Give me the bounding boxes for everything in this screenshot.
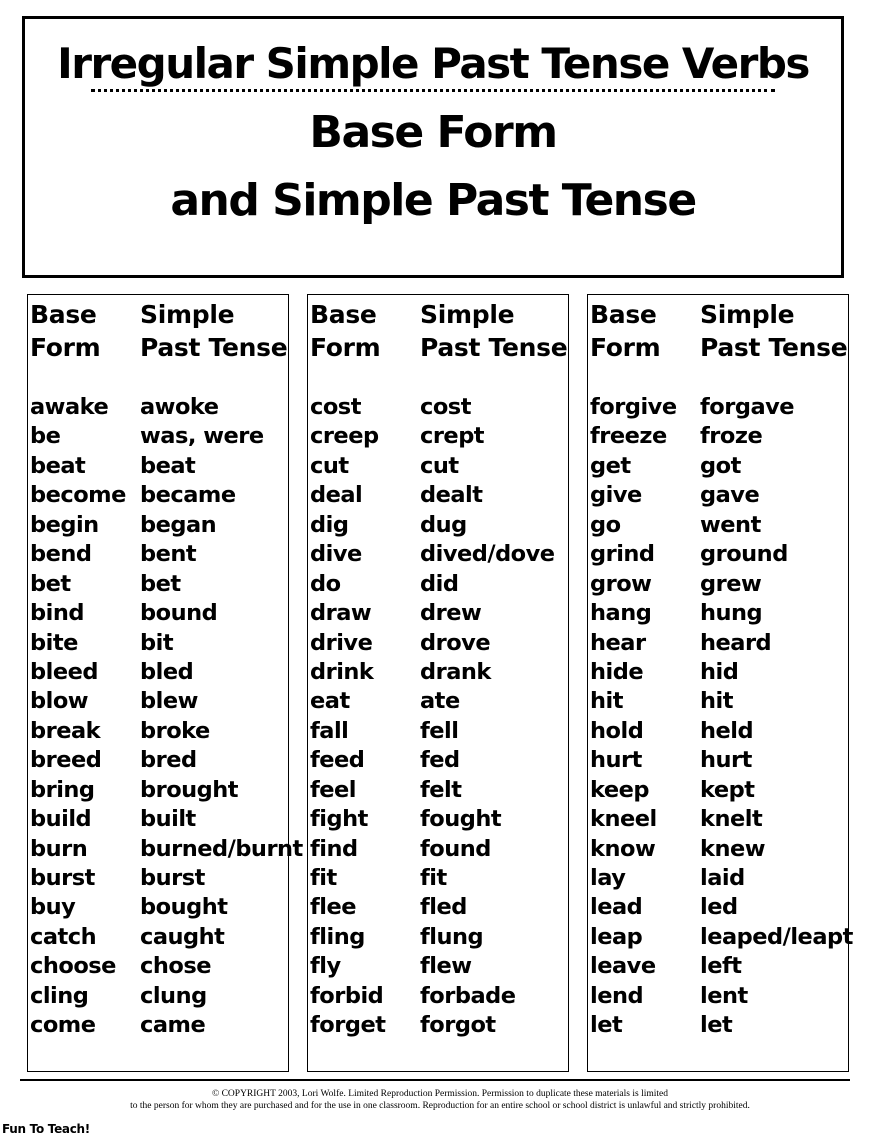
base-form: dive: [310, 541, 362, 568]
base-form: drive: [310, 629, 373, 656]
list-item: [308, 952, 568, 981]
list-item: [308, 776, 568, 805]
past-tense: hit: [700, 688, 733, 715]
list-item: [588, 923, 853, 952]
past-tense: drank: [420, 658, 491, 685]
past-tense: bred: [140, 747, 197, 774]
list-item: [28, 629, 288, 658]
list-item: [28, 687, 288, 716]
list-item: [308, 570, 568, 599]
brand-label: Fun To Teach!: [2, 1122, 90, 1136]
list-item: [28, 452, 288, 481]
list-item: [588, 864, 848, 893]
base-form: flee: [310, 894, 357, 921]
past-tense: chose: [140, 953, 211, 980]
base-form: draw: [310, 600, 372, 627]
subtitle-line-1: Base Form: [309, 107, 557, 158]
list-item: [588, 511, 848, 540]
base-form: get: [590, 452, 631, 479]
verb-column-2: [307, 294, 569, 1072]
past-tense: bound: [140, 600, 218, 627]
list-item: [28, 982, 288, 1011]
past-tense: hurt: [700, 747, 752, 774]
base-form: grow: [590, 570, 652, 597]
past-tense: dug: [420, 511, 467, 538]
base-form: eat: [310, 688, 350, 715]
past-tense: held: [700, 717, 754, 744]
column-header-past: Simple Past Tense: [140, 300, 288, 362]
past-tense: froze: [700, 423, 763, 450]
list-item: [28, 481, 288, 510]
past-tense: cut: [420, 452, 459, 479]
base-form: find: [310, 835, 358, 862]
title-box: [22, 16, 844, 278]
past-tense: dealt: [420, 482, 483, 509]
base-form: freeze: [590, 423, 667, 450]
past-tense: heard: [700, 629, 772, 656]
past-tense: burned/burnt: [140, 835, 303, 862]
list-item: [308, 393, 568, 422]
base-form: dig: [310, 511, 349, 538]
list-item: [588, 658, 848, 687]
base-form: cling: [30, 982, 89, 1009]
list-item: [308, 629, 568, 658]
base-form: bleed: [30, 658, 98, 685]
past-tense: beat: [140, 452, 196, 479]
past-tense: built: [140, 806, 196, 833]
base-form: buy: [30, 894, 76, 921]
past-tense: bled: [140, 658, 194, 685]
base-form: fit: [310, 865, 337, 891]
past-tense: went: [700, 511, 761, 538]
list-item: [588, 481, 848, 510]
base-form: hang: [590, 600, 652, 627]
past-tense: forgave: [700, 394, 795, 420]
past-tense: felt: [420, 776, 462, 803]
list-item: [588, 717, 848, 746]
base-form: fall: [310, 717, 349, 744]
past-tense: got: [700, 452, 741, 479]
base-form: keep: [590, 776, 649, 803]
past-tense: clung: [140, 982, 207, 1009]
base-form: come: [30, 1012, 96, 1039]
base-form: kneel: [590, 806, 657, 833]
base-form: cut: [310, 452, 349, 479]
past-tense: lent: [700, 982, 748, 1009]
base-form: grind: [590, 541, 655, 568]
list-item: [308, 982, 568, 1011]
base-form: lend: [590, 982, 644, 1009]
past-tense: awoke: [140, 394, 219, 420]
base-form: leap: [590, 923, 643, 950]
past-tense: grew: [700, 570, 762, 597]
list-item: [28, 776, 288, 805]
past-tense: knew: [700, 835, 766, 862]
list-item: [28, 835, 303, 864]
list-item: [308, 805, 568, 834]
past-tense: flung: [420, 923, 484, 950]
base-form: bite: [30, 629, 78, 656]
column-header-past: Simple Past Tense: [420, 300, 568, 362]
past-tense: did: [420, 570, 459, 597]
base-form: drink: [310, 658, 374, 685]
past-tense: hid: [700, 658, 739, 685]
base-form: burn: [30, 835, 88, 862]
past-tense: let: [700, 1012, 733, 1039]
base-form: break: [30, 717, 101, 744]
list-item: [308, 540, 568, 569]
base-form: let: [590, 1012, 623, 1039]
base-form: bet: [30, 570, 71, 597]
past-tense: fled: [420, 894, 467, 921]
past-tense: crept: [420, 423, 485, 450]
base-form: give: [590, 482, 642, 509]
base-form: forgive: [590, 394, 677, 420]
list-item: [28, 923, 288, 952]
past-tense: flew: [420, 953, 472, 980]
past-tense: laid: [700, 865, 745, 891]
list-item: [308, 452, 568, 481]
past-tense: hung: [700, 600, 763, 627]
list-item: [28, 658, 288, 687]
list-item: [28, 717, 288, 746]
list-item: [28, 1011, 288, 1040]
base-form: hit: [590, 688, 623, 715]
list-item: [588, 893, 848, 922]
list-item: [308, 835, 568, 864]
list-item: [588, 1011, 848, 1040]
subtitle-line-2: and Simple Past Tense: [170, 175, 696, 226]
base-form: fight: [310, 806, 368, 833]
dotted-divider: [91, 89, 775, 92]
past-tense: fit: [420, 865, 447, 891]
list-item: [588, 599, 848, 628]
past-tense: dived/dove: [420, 541, 555, 568]
past-tense: began: [140, 511, 217, 538]
base-form: bend: [30, 541, 92, 568]
list-item: [28, 746, 288, 775]
base-form: leave: [590, 953, 656, 980]
base-form: go: [590, 511, 621, 538]
base-form: creep: [310, 423, 379, 450]
verb-list: [308, 393, 568, 1041]
list-item: [588, 746, 848, 775]
list-item: [28, 864, 288, 893]
list-item: [308, 687, 568, 716]
past-tense: fed: [420, 747, 460, 774]
list-item: [588, 452, 848, 481]
list-item: [28, 511, 288, 540]
base-form: breed: [30, 747, 102, 774]
past-tense: leaped/leapt: [700, 923, 853, 950]
past-tense: forbade: [420, 982, 516, 1009]
list-item: [28, 422, 288, 451]
base-form: feel: [310, 776, 357, 803]
list-item: [588, 393, 848, 422]
base-form: beat: [30, 452, 86, 479]
verb-column-1: [27, 294, 303, 1072]
list-item: [588, 835, 848, 864]
list-item: [308, 746, 568, 775]
base-form: be: [30, 423, 61, 450]
list-item: [308, 923, 568, 952]
base-form: blow: [30, 688, 89, 715]
past-tense: gave: [700, 482, 760, 509]
base-form: catch: [30, 923, 97, 950]
list-item: [588, 952, 848, 981]
list-item: [588, 540, 848, 569]
past-tense: caught: [140, 923, 225, 950]
column-header-base: Base Form: [30, 300, 101, 362]
base-form: burst: [30, 865, 95, 891]
base-form: know: [590, 835, 656, 862]
base-form: begin: [30, 511, 99, 538]
verb-list: [28, 393, 303, 1041]
list-item: [308, 422, 568, 451]
past-tense: bent: [140, 541, 197, 568]
past-tense: drew: [420, 600, 482, 627]
list-item: [28, 805, 288, 834]
list-item: [28, 893, 288, 922]
past-tense: led: [700, 894, 738, 921]
list-item: [308, 864, 568, 893]
past-tense: left: [700, 953, 742, 980]
base-form: choose: [30, 953, 116, 980]
verb-column-3: [587, 294, 853, 1072]
past-tense: bet: [140, 570, 181, 597]
copyright-notice-line-2: to the person for whom they are purchased and for the use in one classroom. Reproduction for an entire school or school district is unlawful and strictly prohibited.: [130, 1101, 750, 1111]
list-item: [28, 393, 288, 422]
column-header-base: Base Form: [590, 300, 661, 362]
list-item: [588, 776, 848, 805]
past-tense: kept: [700, 776, 755, 803]
list-item: [308, 599, 568, 628]
base-form: bind: [30, 600, 84, 627]
list-item: [28, 570, 288, 599]
base-form: fly: [310, 953, 341, 980]
list-item: [28, 599, 288, 628]
base-form: forget: [310, 1012, 386, 1039]
base-form: hurt: [590, 747, 642, 774]
list-item: [588, 805, 848, 834]
past-tense: was, were: [140, 423, 264, 450]
list-item: [308, 481, 568, 510]
base-form: hear: [590, 629, 646, 656]
base-form: bring: [30, 776, 95, 803]
base-form: hold: [590, 717, 644, 744]
list-item: [28, 540, 288, 569]
column-header-base: Base Form: [310, 300, 381, 362]
past-tense: forgot: [420, 1012, 496, 1039]
list-item: [588, 982, 848, 1011]
list-item: [588, 687, 848, 716]
base-form: lead: [590, 894, 643, 921]
base-form: become: [30, 482, 126, 509]
past-tense: broke: [140, 717, 210, 744]
base-form: feed: [310, 747, 365, 774]
list-item: [28, 952, 288, 981]
past-tense: fell: [420, 717, 459, 744]
list-item: [308, 511, 568, 540]
verb-list: [588, 393, 853, 1041]
list-item: [588, 570, 848, 599]
list-item: [308, 1011, 568, 1040]
past-tense: ate: [420, 688, 460, 715]
past-tense: bit: [140, 629, 174, 656]
past-tense: drove: [420, 629, 491, 656]
past-tense: bought: [140, 894, 228, 921]
base-form: cost: [310, 394, 361, 420]
list-item: [308, 658, 568, 687]
column-header-past: Simple Past Tense: [700, 300, 848, 362]
footer-divider: [20, 1079, 850, 1081]
base-form: hide: [590, 658, 644, 685]
list-item: [588, 629, 848, 658]
list-item: [308, 893, 568, 922]
base-form: build: [30, 806, 92, 833]
past-tense: knelt: [700, 806, 763, 833]
base-form: lay: [590, 865, 626, 891]
past-tense: brought: [140, 776, 239, 803]
past-tense: blew: [140, 688, 198, 715]
page-title: Irregular Simple Past Tense Verbs: [57, 39, 809, 88]
list-item: [308, 717, 568, 746]
past-tense: fought: [420, 806, 502, 833]
past-tense: became: [140, 482, 236, 509]
past-tense: came: [140, 1012, 206, 1039]
list-item: [588, 422, 848, 451]
past-tense: ground: [700, 541, 788, 568]
base-form: fling: [310, 923, 365, 950]
base-form: do: [310, 570, 341, 597]
copyright-notice-line-1: © COPYRIGHT 2003, Lori Wolfe. Limited Reproduction Permission. Permission to duplicate these materials is limited: [212, 1089, 668, 1099]
base-form: awake: [30, 394, 109, 420]
base-form: forbid: [310, 982, 384, 1009]
past-tense: burst: [140, 865, 205, 891]
base-form: deal: [310, 482, 363, 509]
past-tense: cost: [420, 394, 471, 420]
past-tense: found: [420, 835, 491, 862]
